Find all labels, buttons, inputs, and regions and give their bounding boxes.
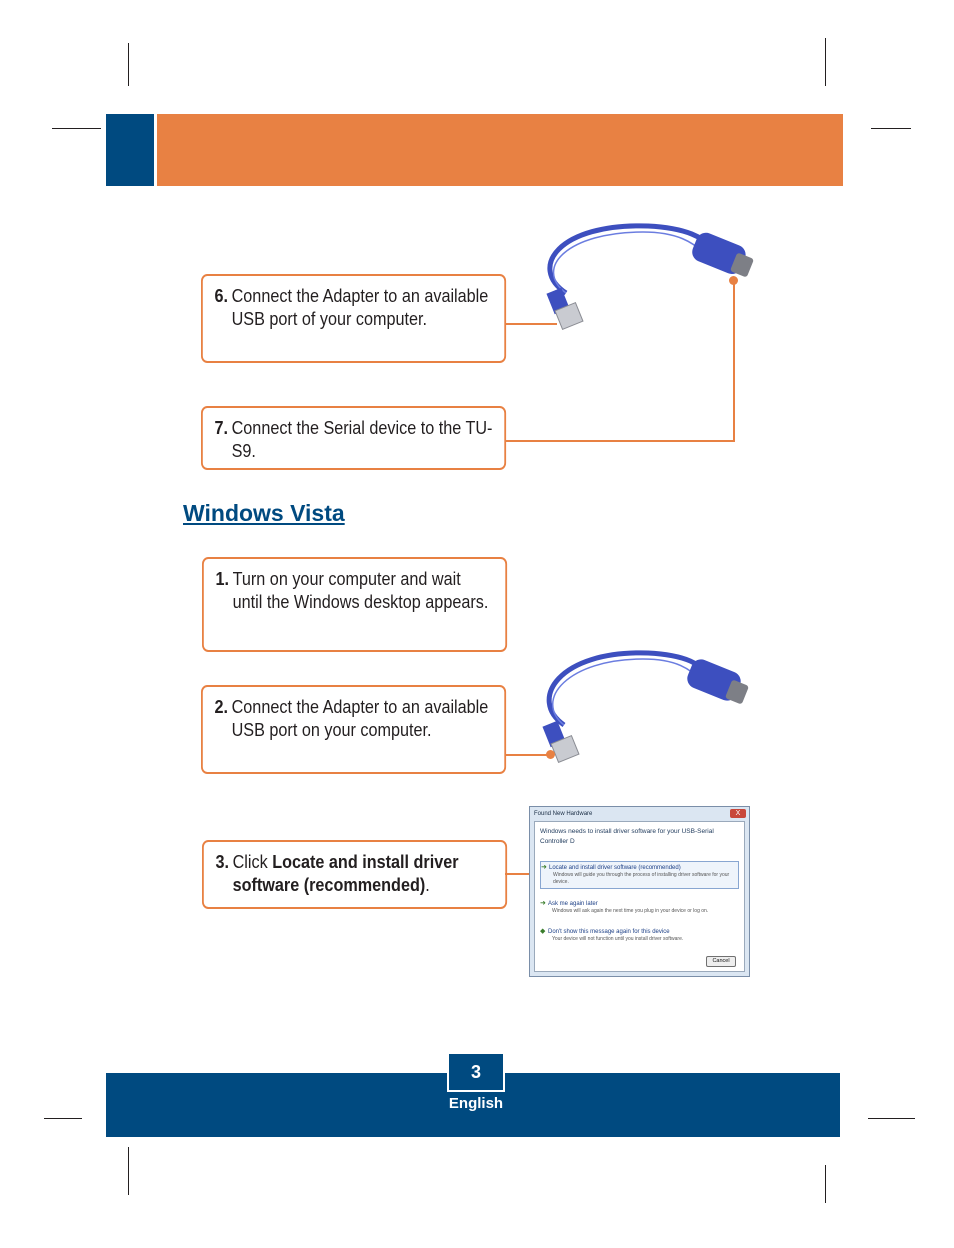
dialog-message: Windows needs to install driver software for your USB-Serial Controller D [540,828,714,845]
step-7-box [201,406,506,470]
step-number: 6. [214,286,229,306]
option-desc: Your device will not function until you install driver software. [552,936,684,942]
page-number: 3 [447,1052,505,1092]
step-text: Turn on your computer and wait until the Windows desktop appears. [232,569,489,612]
step-6-box [201,274,506,363]
step-text: Connect the Serial device to the TU-S9. [231,418,493,461]
connector-line [505,754,550,756]
option-desc: Windows will ask again the next time you plug in your device or log on. [552,908,709,914]
dont-show-option[interactable] [540,928,739,943]
connector-line [505,440,735,442]
crop-mark [871,128,911,129]
option-label: Ask me again later [548,901,598,907]
step-number: 2. [214,697,229,717]
language-label: English [448,1095,504,1112]
dialog-body [534,821,745,972]
crop-mark [128,1147,129,1195]
locate-install-option[interactable] [540,861,739,889]
close-icon[interactable]: X [730,809,746,818]
step-text-suffix: . [425,875,430,895]
step-number: 3. [215,852,230,872]
step-2-box [201,685,506,774]
cancel-button[interactable]: Cancel [706,956,736,967]
connector-line [733,282,735,442]
arrow-icon: ➜ [540,900,546,907]
option-desc: Windows will guide you through the process of installing driver software for your device. [553,872,730,885]
header-blue-block [106,114,154,186]
step-text-bold: Locate and install driver software (recommended) [232,852,459,895]
connector-line [505,323,557,325]
crop-mark [52,128,101,129]
crop-mark [825,1165,826,1203]
header-orange-bar [157,114,843,186]
crop-mark [868,1118,915,1119]
shield-icon: ◆ [540,928,546,935]
crop-mark [128,43,129,86]
found-new-hardware-dialog [529,806,750,977]
connector-dot [729,276,738,285]
step-1-box [202,557,507,652]
option-label: Locate and install driver software (recommended) [549,865,681,871]
step-text: Connect the Adapter to an available USB port on your computer. [231,697,489,740]
crop-mark [825,38,826,86]
step-number: 1. [215,569,230,589]
crop-mark [44,1118,82,1119]
usb-serial-adapter-image-top [528,218,758,333]
section-title: Windows Vista [183,500,345,526]
step-number: 7. [214,418,229,438]
option-label: Don't show this message again for this device [548,929,670,935]
ask-again-option[interactable] [540,900,739,915]
usb-serial-adapter-image-bottom [528,645,758,765]
step-text: Connect the Adapter to an available USB port of your computer. [231,286,489,329]
arrow-icon: ➜ [541,864,547,871]
connector-dot [546,750,555,759]
step-text-prefix: Click [232,852,273,872]
step-3-box [202,840,507,909]
dialog-title: Found New Hardware [534,811,593,817]
